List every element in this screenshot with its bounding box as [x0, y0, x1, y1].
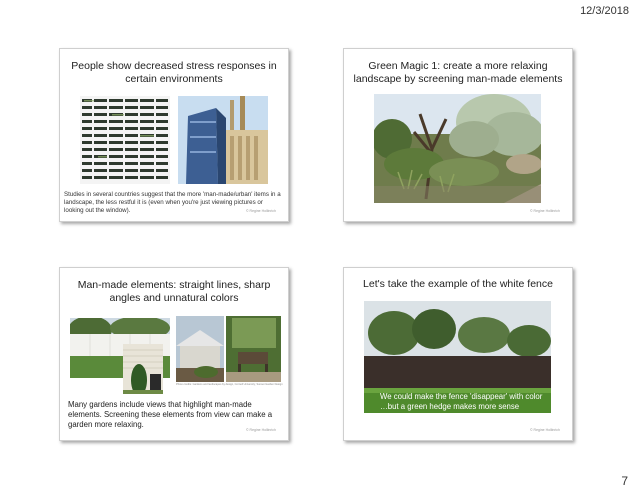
skyscrapers-image	[178, 96, 268, 184]
slide-body: Many gardens include views that highlight man-made elements. Screening these elements from view can make a garden more relaxing.	[68, 400, 273, 429]
slide-body: Studies in several countries suggest that the more 'man-made/urban' items in a landscape, the less restful it is (even when you're just viewing pictures or looking out the window).	[64, 191, 281, 214]
slide-4[interactable]	[343, 267, 573, 441]
slide-footer: © Regine Hollinrich	[245, 428, 276, 432]
garden-structures-photo	[176, 316, 281, 382]
slide-1[interactable]	[59, 48, 289, 222]
garden-screening-photo	[374, 94, 541, 203]
page-number: 7	[621, 474, 628, 488]
slide-footer: © Regine Hollinrich	[529, 428, 560, 432]
shrub-and-bins-photo	[123, 344, 163, 394]
slide-title: Let's take the example of the white fence	[363, 278, 553, 290]
photo-credit-caption: Photo credits: Gardens and landscapes by design, Cornell University; Sunset Garden Design	[176, 383, 283, 386]
slide-title: Green Magic 1: create a more relaxing landscape by screening man-made elements	[353, 60, 563, 85]
slide-date: 12/3/2018	[580, 5, 629, 17]
slide-3[interactable]	[59, 267, 289, 441]
slide-title: Man-made elements: straight lines, sharp angles and unnatural colors	[77, 279, 271, 304]
slide-footer: © Regine Hollinrich	[245, 209, 276, 213]
striped-building-image	[80, 96, 170, 184]
slide-body: We could make the fence 'disappear' with color …but a green hedge makes more sense	[380, 392, 543, 411]
slide-2[interactable]	[343, 48, 573, 222]
slide-title: People show decreased stress responses in certain environments	[71, 60, 277, 85]
slide-footer: © Regine Hollinrich	[529, 209, 560, 213]
